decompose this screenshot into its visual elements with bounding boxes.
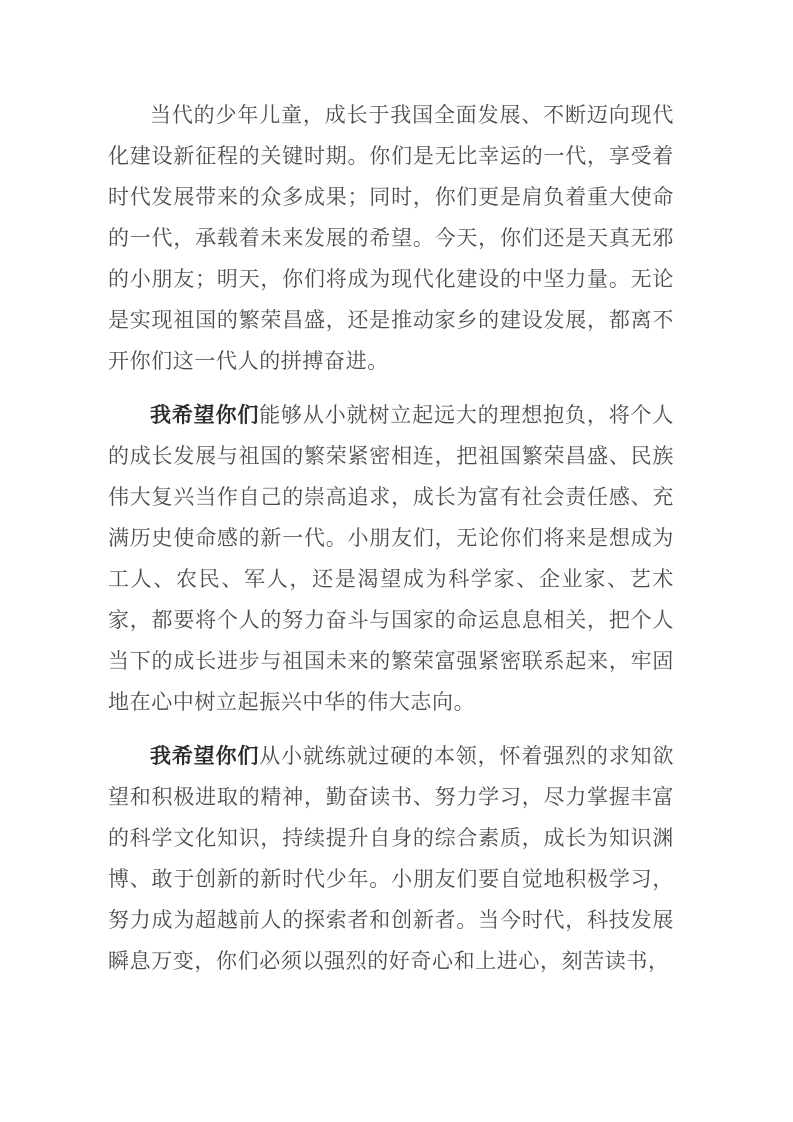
paragraph-2-text: 能够从小就树立起远大的理想抱负，将个人的成长发展与祖国的繁荣紧密相连，把祖国繁荣昌盛、民族伟大复兴当作自己的崇高追求，成长为富有社会责任感、充满历史使命感的新一代。小朋友们，无论你们将来是想成为工人、农民、军人，还是渴望成为科学家、企业家、艺术家，都要将个人的努力奋斗与国家的命运息息相关，把个人当下的成长进步与祖国未来的繁荣富强紧密联系起来，牢固地在心中树立起振兴中华的伟大志向。 — [108, 403, 674, 714]
paragraph-1-text: 当代的少年儿童，成长于我国全面发展、不断迈向现代化建设新征程的关键时期。你们是无比幸运的一代，享受着时代发展带来的众多成果；同时，你们更是肩负着重大使命的一代，承载着未来发展的希望。今天，你们还是天真无邪的小朋友；明天，你们将成为现代化建设的中坚力量。无论是实现祖国的繁荣昌盛，还是推动家乡的建设发展，都离不开你们这一代人的拼搏奋进。 — [108, 103, 674, 373]
paragraph-2 — [108, 395, 674, 723]
document-body — [108, 95, 674, 995]
paragraph-2-bold-lead: 我希望你们 — [150, 403, 260, 427]
paragraph-3 — [108, 736, 674, 982]
paragraph-1 — [108, 95, 674, 382]
paragraph-3-text: 从小就练就过硬的本领，怀着强烈的求知欲望和积极进取的精神，勤奋读书、努力学习，尽力掌握丰富的科学文化知识，持续提升自身的综合素质，成长为知识渊博、敢于创新的新时代少年。小朋友们要自觉地积极学习，努力成为超越前人的探索者和创新者。当今时代，科技发展瞬息万变，你们必须以强烈的好奇心和上进心，刻苦读书， — [108, 744, 674, 973]
paragraph-3-bold-lead: 我希望你们 — [150, 744, 260, 768]
